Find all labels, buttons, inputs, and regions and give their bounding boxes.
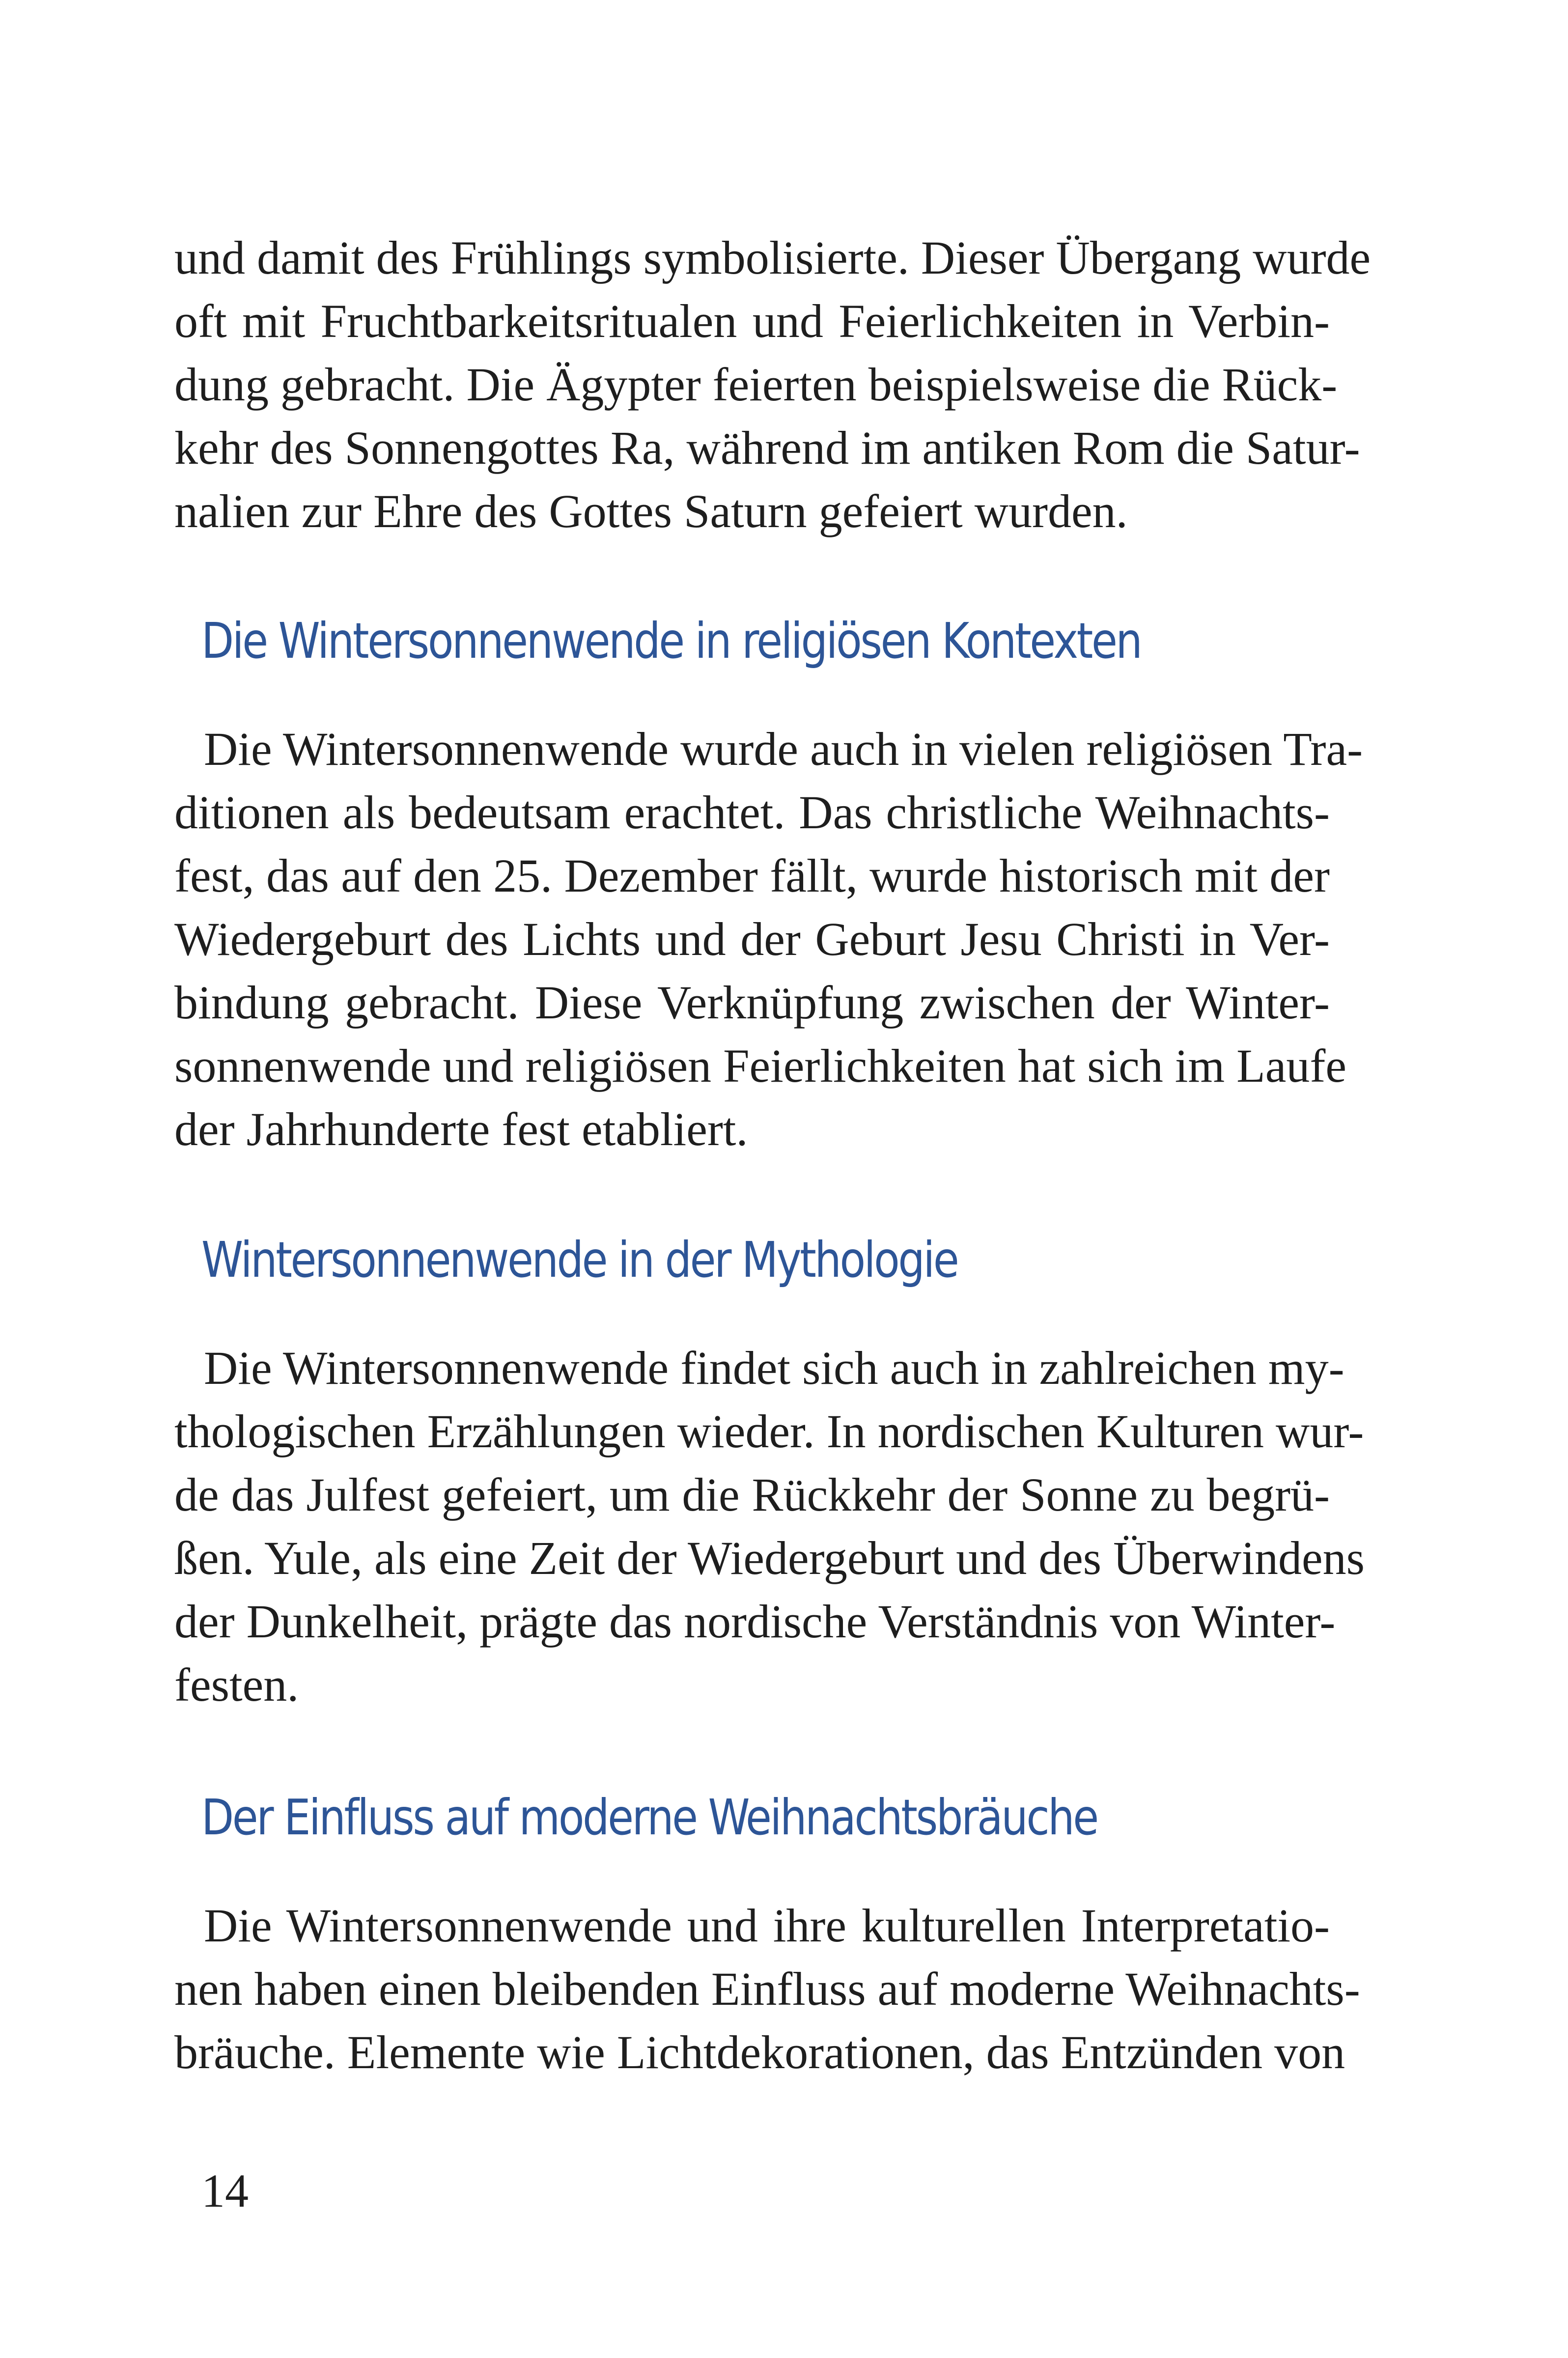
text-line: sonnenwende und religiösen Feierlichkeiten hat sich im Laufe xyxy=(174,1039,1346,1092)
paragraph-mythology xyxy=(174,1336,1365,1716)
text-line: fest, das auf den 25. Dezember fällt, wurde historisch mit der xyxy=(174,849,1330,902)
text-line: kehr des Sonnengottes Ra, während im antiken Rom die Satur- xyxy=(174,421,1360,474)
text-line: Die Wintersonnenwende findet sich auch in zahlreichen my- xyxy=(204,1342,1344,1394)
text-line: de das Julfest gefeiert, um die Rückkehr der Sonne zu begrü- xyxy=(174,1468,1330,1521)
text-line: der Jahrhunderte fest etabliert. xyxy=(174,1103,748,1155)
paragraph-continuation xyxy=(174,226,1371,543)
text-line: ßen. Yule, als eine Zeit der Wiedergeburt und des Überwindens xyxy=(174,1532,1365,1584)
text-line: dung gebracht. Die Ägypter feierten beispielsweise die Rück- xyxy=(174,358,1338,411)
paragraph-religious xyxy=(174,717,1363,1161)
text-line: Die Wintersonnenwende und ihre kulturellen Interpretatio- xyxy=(204,1899,1330,1952)
text-line: festen. xyxy=(174,1658,299,1711)
page-number: 14 xyxy=(201,2164,249,2217)
section-heading: Wintersonnenwende in der Mythologie xyxy=(201,1231,958,1289)
text-line: und damit des Frühlings symbolisierte. Dieser Übergang wurde xyxy=(174,231,1371,284)
text-line: Die Wintersonnenwende wurde auch in vielen religiösen Tra- xyxy=(204,723,1363,775)
text-line: bräuche. Elemente wie Lichtdekorationen, das Entzünden von xyxy=(174,2026,1345,2078)
text-line: nen haben einen bleibenden Einfluss auf moderne Weihnachts- xyxy=(174,1963,1360,2015)
text-line: oft mit Fruchtbarkeitsritualen und Feierlichkeiten in Verbin- xyxy=(174,295,1330,347)
text-line: ditionen als bedeutsam erachtet. Das christliche Weihnachts- xyxy=(174,786,1330,839)
paragraph-modern-customs xyxy=(174,1894,1360,2084)
text-line: nalien zur Ehre des Gottes Saturn gefeiert wurden. xyxy=(174,485,1128,537)
text-line: der Dunkelheit, prägte das nordische Verständnis von Winter- xyxy=(174,1595,1336,1648)
text-line: thologischen Erzählungen wieder. In nordischen Kulturen wur- xyxy=(174,1405,1364,1458)
section-heading: Die Wintersonnenwende in religiösen Kontexten xyxy=(201,612,1141,670)
text-line: bindung gebracht. Diese Verknüpfung zwischen der Winter- xyxy=(174,976,1330,1029)
section-heading: Der Einfluss auf moderne Weihnachtsbräuche xyxy=(201,1789,1097,1846)
text-line: Wiedergeburt des Lichts und der Geburt Jesu Christi in Ver- xyxy=(174,913,1330,965)
